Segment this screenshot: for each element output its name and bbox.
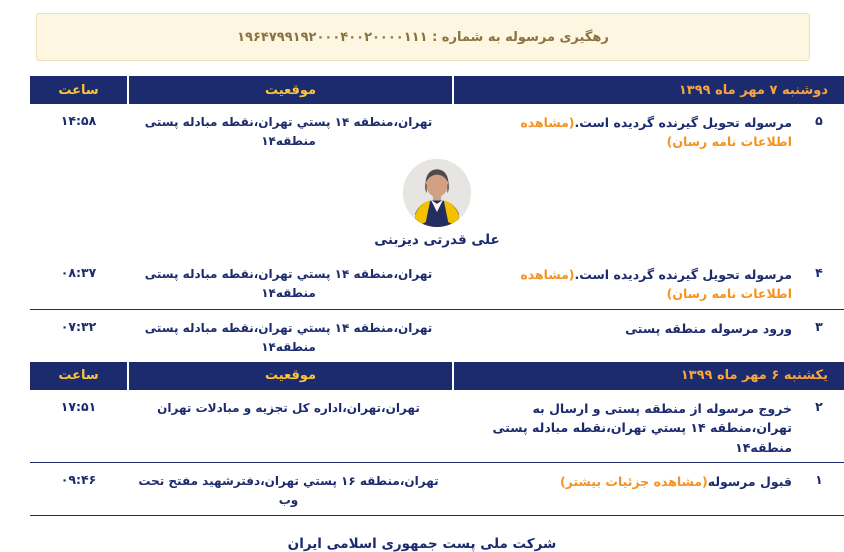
tracking-row [30, 256, 844, 309]
location-cell: تهران،تهران،اداره کل تجزیه و مبادلات تهران [157, 400, 420, 415]
time-cell: ۰۹:۴۶ [60, 472, 97, 487]
tracking-row [30, 310, 844, 362]
column-header-time: ساعت [30, 76, 127, 104]
more-details-link[interactable]: (مشاهده جزئیات بیشتر) [559, 474, 708, 489]
column-header-location: موقعیت [129, 362, 452, 390]
location-cell: تهران،منطقه ۱۴ پستي تهران،نقطه مبادله پستی منطقه۱۴ [144, 115, 433, 149]
date-header: دوشنبه ۷ مهر ماه ۱۳۹۹ [454, 76, 844, 104]
table-header-day-2 [30, 362, 844, 390]
location-cell: تهران،منطقه ۱۶ پستي تهران،دفترشهید مفتح تحت وب [138, 474, 439, 508]
event-text: ورود مرسوله منطقه پستی [625, 320, 792, 336]
event-description [478, 113, 792, 152]
courier-info-link[interactable]: (مشاهده اطلاعات نامه رسان) [520, 266, 792, 302]
courier-name: علی قدرتی دیزبنی [374, 231, 500, 248]
tracking-number-text: رهگیری مرسوله به شماره : ۱۹۶۴۷۹۹۱۹۲۰۰۰۴۰۰۲۰۰۰۰۱۱۱ [237, 29, 609, 45]
event-text: مرسوله تحویل گیرنده گردیده است. [574, 266, 792, 282]
location-cell: تهران،منطقه ۱۴ پستي تهران،نقطه مبادله پستی منطقه۱۴ [144, 266, 433, 300]
event-cell [450, 113, 844, 152]
event-text: قبول مرسوله [707, 474, 792, 489]
column-header-location: موقعیت [129, 76, 452, 104]
tracking-row [30, 390, 844, 462]
tracking-banner [36, 13, 810, 61]
event-cell [450, 472, 844, 491]
event-description [560, 472, 792, 491]
event-text: مرسوله تحویل گیرنده گردیده است. [574, 115, 792, 130]
location-cell: تهران،منطقه ۱۴ پستي تهران،نقطه مبادله پستی منطقه۱۴ [144, 320, 433, 354]
row-number: ۵ [815, 113, 823, 128]
time-cell: ۱۴:۵۸ [60, 113, 97, 128]
courier-info-link[interactable]: (مشاهده اطلاعات نامه رسان) [520, 115, 792, 150]
row-number: ۱ [815, 472, 823, 487]
date-header: یکشنبه ۶ مهر ماه ۱۳۹۹ [454, 362, 844, 390]
tracking-row [30, 463, 844, 515]
row-number: ۳ [815, 318, 823, 334]
row-divider [30, 515, 844, 516]
tracking-page [0, 13, 844, 552]
courier-photo-illustration [403, 159, 471, 227]
courier-photo [403, 159, 471, 227]
event-description [478, 399, 792, 457]
column-header-time: ساعت [30, 362, 127, 390]
event-text: خروج مرسوله از منطقه پستی و ارسال به تهران،منطقه ۱۴ پستي تهران،نقطه مبادله پستی منطقه۱۴ [492, 400, 792, 455]
event-cell [450, 399, 844, 457]
time-cell: ۰۸:۳۷ [60, 264, 97, 280]
event-cell [450, 265, 844, 304]
table-header-day-1 [30, 76, 844, 104]
company-footer: شرکت ملی پست جمهوری اسلامی ایران [287, 536, 557, 552]
tracking-table [30, 76, 844, 516]
event-description [478, 265, 792, 304]
row-number: ۲ [815, 398, 823, 414]
row-number: ۴ [815, 264, 823, 280]
courier-card [30, 157, 844, 256]
time-cell: ۰۷:۳۲ [60, 318, 97, 334]
tracking-row [30, 104, 844, 157]
event-cell [450, 319, 844, 338]
event-description [625, 319, 792, 338]
time-cell: ۱۷:۵۱ [60, 398, 97, 414]
